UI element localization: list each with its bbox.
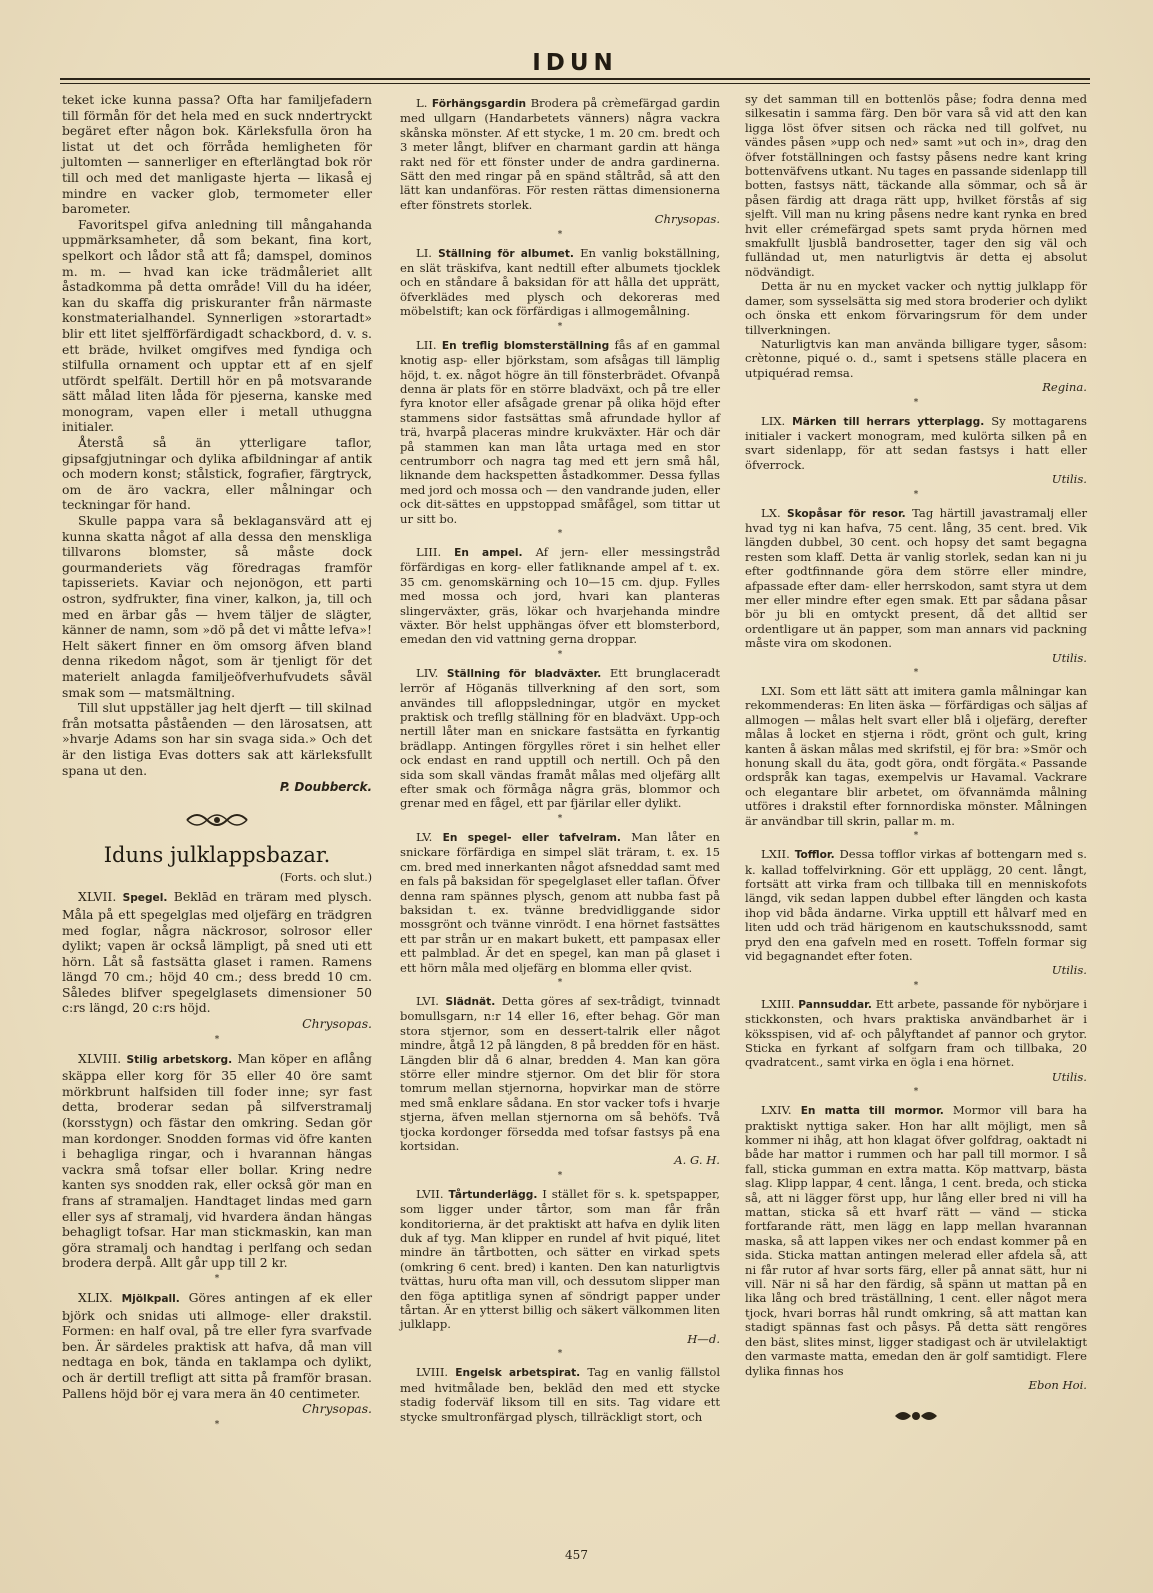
entry-li <box>400 246 720 319</box>
asterisk-icon: * <box>913 668 919 679</box>
entry-heading: Tårtunderlägg. <box>448 1188 538 1201</box>
asterisk-icon: * <box>913 1087 919 1098</box>
entry-heading: Slädnät. <box>445 995 496 1008</box>
entry-text: Ett brunglaceradt lerrör af Höganäs tillverkning af den sort, som användes till afloppsledningar, utgör en mycket praktisk och trefllg ställning för en bladväxt. Upp-och nertill låter man en snickare fastsätta en fyrkantig brädlapp. Antingen förgylles röret i sin helhet eller ock endast en rand upptill och nertill. Och på den sida som skall vändas framåt målas med oljefärg allt efter smak och förmåga några gräs, blommor och grenar med en fågel, ett par fjärilar eller dylikt. <box>400 665 720 811</box>
entry-signature: Utilis. <box>1051 963 1087 978</box>
entry-lii <box>400 338 720 526</box>
entry-lvi <box>400 994 720 1168</box>
paragraph: Favoritspel gifva anledning till mångahanda uppmärksamheter, då som bekant, fina kort, spelkort och lådor stå att få; damspel, dominos m. m. — hvad kan icke trädmåleriet allt åstadkomma på detta område! Vill du ha idéer, kan du skaffa dig priskuranter från närmaste konstmaterialhandel. Synnerligen »storartadt» blir ett litet sjelfförfärdigadt schackbord, d. v. s. ett bräde, hvilket omgifves med fyndiga och stilfulla ornament och upptar ett af en sjelf utfördt spelfält. Dertill hör en på motsvarande sätt målad liten låda för pjeserna, kanske med monogram, vapen eller i metall uthuggna initialer. <box>62 216 372 435</box>
asterisk-icon: * <box>913 831 919 842</box>
entry-text: Som ett lätt sätt att imitera gamla målningar kan rekommenderas: En liten äska — förfärdigas och säljas af allmogen — målas helt svart eller blå i oljefärg, derefter målas å locket en stjerna i rödt, grönt och gult, kring kanten å äskan målas med skrifstil, ej för bra: »Smör och honung skall du äta, godt göra, ondt förgäta.« Passande ordspråk kan tagas, exempelvis ur Havamal. Vackrare och elegantare blir arbetet, om öfvannämda målning utföres i drakstil efter fornnordiska mönster. Målningen är användbar till skrin, pallar m. m. <box>745 684 1087 828</box>
entry-text: Sy mottagarens initialer i vackert monogram, med kulörta silken på en svart sidenlapp, för att sedan fastsys i hatt eller öfverrock. <box>745 413 1088 472</box>
asterisk-icon: * <box>557 229 563 240</box>
entry-number: XLVII. <box>78 889 117 905</box>
header-rule <box>60 78 1090 80</box>
entry-heading: En spegel- eller tafvelram. <box>442 831 621 844</box>
entry-number: LV. <box>416 829 433 844</box>
entry-signature: Chrysopas. <box>302 1401 372 1417</box>
entry-signature: Regina. <box>1042 380 1087 395</box>
entry-lviii <box>400 1365 720 1424</box>
entry-heading: En matta till mormor. <box>800 1105 944 1118</box>
asterisk-icon: * <box>557 813 563 824</box>
asterisk-icon: * <box>557 1170 563 1181</box>
paragraph: Återstå så än ytterligare taflor, gipsafgjutningar och dylika afbildningar af antik och modern konst; stålstick, fografier, färgtryck, om de äro vackra, eller målningar och teckningar för hand. <box>62 435 372 513</box>
asterisk-icon: * <box>214 1273 220 1284</box>
entry-lv <box>400 830 720 975</box>
entry-text: Göres antingen af ek eller björk och snidas uti allmoge- eller drakstil. Formen: en half oval, på tre eller fyra svarfvade ben. Är särdeles praktisk att hafva, då man vill nedtaga en bok, tända en taklampa och dylikt, och är dertill trefligt att sitta på framför brasan. Pallens höjd bör ej vara mera än 40 centimeter. <box>62 1289 372 1401</box>
paragraph: Naturligtvis kan man använda billigare tyger, såsom: crètonne, piqué o. d., samt i spetsens ställe placera en utpiquérad remsa. <box>745 336 1087 380</box>
entry-text: Man köper en aflång skäppa eller korg för 35 eller 40 öre samt mörkbrunt halfsiden till foder inne; syr fast detta, broderar sedan på silfverstramalj (korsstygn) och fästar den omkring. Sedan gör man kordonger. Snodden formas vid öfre kanten i behagliga ringar, och i hvarannan hängas vackra små tofsar eller bollar. Kring nedre kanten sys snodden rak, eller också gör man en frans af stramaljen. Handtaget lindas med garn eller sys af stramalj, vid hvardera ändan hängas behagligt tofsar. Har man stickmaskin, kan man göra stramalj och handtag i perlfang och sedan brodera derpå. Allt går upp till 2 kr. <box>62 1050 372 1271</box>
entry-l <box>400 96 720 227</box>
column-1 <box>62 92 372 1436</box>
entry-text: Beklād en träram med plysch. Måla på ett spegelglas med oljefärg en trädgren med foglar, några näckrosor, solrosor eller dylikt; vapen är också lämpligt, på sned uti ett hörn. Låt så fastsätta glaset i ramen. Ramens längd 70 cm.; höjd 40 cm.; dess bredd 10 cm. Således blifver spegelglasets dimensioner 50 c:rs längd, 20 c:rs höjd. <box>62 889 372 1016</box>
entry-text: Brodera på crèmefärgad gardin med ullgarn (Handarbetets vänners) några vackra skånska mönster. Af ett stycke, 1 m. 20 cm. bredt och 3 meter långt, blifver en charmant gardin att hänga rakt ned för ett fönster under de andra gardinerna. Sätt den med ringar på en spänd ståltråd, så att den lätt kan undanföras. För resten rättas dimensionerna efter fönstrets storlek. <box>400 96 721 212</box>
entry-text: Man låter en snickare förfärdiga en simpel slät träram, t. ex. 15 cm. bred med innerkanten något afsneddad samt med en fals på baksidan för spegelglaset eller taflan. Öfver denna ram spännes plysch, genom att nubba fast på baksidan t. ex. tvänne bredvidliggande sidor mossgrönt och tvänne vinrödt. I ena hörnet fastsättes ett par strån ur en makart bukett, ett pampasax eller ett palmblad. Är det en spegel, kan man på glaset i ett hörn måla med oljefärg en blomma eller qvist. <box>400 829 721 975</box>
entry-signature: Utilis. <box>1051 472 1087 487</box>
entry-text: I stället för s. k. spetspapper, som ligger under tårtor, som man får från konditorierna, är det praktiskt att hafva en dylik liten duk af tyg. Man klipper en rundel af hvit piqué, litet mindre än tårtbotten, och sätter en virkad spets (omkring 6 cent. bred) i kanten. Den kan naturligtvis tvättas, huru ofta man vill, och dessutom slipper man den föga aptitliga synen af söndrigt papper under tårtan. Är en ytterst billig och säkert välkommen liten julklapp. <box>400 1186 720 1332</box>
entry-heading: Ställning för bladväxter. <box>446 667 602 680</box>
entry-signature: Ebon Hoi. <box>1028 1377 1087 1392</box>
entry-heading: Spegel. <box>122 892 168 905</box>
entry-number: LX. <box>761 505 781 520</box>
entry-signature: Utilis. <box>1051 1069 1087 1084</box>
author-signature: P. Doubberck. <box>279 780 372 795</box>
entry-heading: En ampel. <box>454 546 523 559</box>
entry-number: LI. <box>416 245 432 260</box>
entry-heading: Förhängsgardin <box>431 98 527 110</box>
continuation-note: (Forts. och slut.) <box>279 870 372 884</box>
page-number: 457 <box>565 1548 588 1562</box>
entry-number: LXI. <box>761 684 786 699</box>
entry-text: Dessa tofflor virkas af bottengarn med s. k. kallad toffelvirkning. Gör ett upplägg, 20 cent. långt, fortsätt att virka fram och tillbaka till en menniskofots längd, vik sedan lappen dubbel efter längden och kasta ihop vid båda ändarne. Virka upptill ett hålvarf med en liten udd och träd härigenom en kautschukssnodd, samt pryd den ena gafveln med en rosett. Toffeln formar sig vid begagnandet efter foten. <box>745 847 1087 963</box>
entry-number: LXII. <box>761 847 790 862</box>
entry-number: LVIII. <box>416 1365 449 1380</box>
entry-number: LXIII. <box>761 996 795 1011</box>
entry-lix <box>745 414 1087 487</box>
entry-lxiv <box>745 1103 1087 1392</box>
entry-number: XLIX. <box>78 1289 113 1305</box>
asterisk-icon: * <box>557 321 563 332</box>
entry-lxiii <box>745 997 1087 1084</box>
asterisk-icon: * <box>214 1419 220 1430</box>
magazine-title: IDUN <box>532 50 618 76</box>
column-2 <box>400 92 720 1424</box>
entry-signature: Utilis. <box>1051 650 1087 665</box>
entry-lvii <box>400 1187 720 1346</box>
section-title: Iduns julklappsbazar. <box>103 842 331 867</box>
entry-heading: Engelsk arbetspirat. <box>455 1367 581 1380</box>
entry-text: Ett arbete, passande för nybörjare i stickkonsten, och hvars praktiska användbarhet är i köksspisen, vid af- och pålyftandet af pannor och grytor. Sticka en fyrkant af solfgarn fram och tillbaka, 20 qvadratcent., samt virka en ögla i ena hörnet. <box>745 996 1088 1070</box>
entry-signature: Chrysopas. <box>654 212 720 227</box>
entry-heading: En treflig blomsterställning <box>441 339 610 352</box>
entry-text: En vanlig bokställning, en slät träskifva, kant nedtill efter albumets tjocklek och en ståndare å baksidan för att hålla det upprätt, öfverklädes med plysch och dekoreras med möbelstift; kan ock förfärdigas i allmogemålning. <box>400 245 721 319</box>
entry-number: L. <box>416 96 428 110</box>
asterisk-icon: * <box>913 489 919 500</box>
ornament-divider-icon <box>62 810 372 832</box>
entry-lxii <box>745 847 1087 978</box>
entry-signature: Chrysopas. <box>302 1016 372 1032</box>
entry-text: Detta göres af sex-trådigt, tvinnadt bomullsgarn, n:r 14 eller 16, efter behag. Gör man stora stjernor, som en dessert-talrik eller något mindre, åtgå 12 på längden, 8 på bredden för en häst. Längden blir då 6 alnar, bredden 4. Man kan göra större eller mindre stjernor. Om det blir för stora tomrum mellan stjernorna, hopvirkar man de större med små enklare sådana. En stor vacker tofs i hvarje stjerna, äfven mellan stjernorna om så behöfs. Två tjocka kordonger försedda med tofsar fastsys på ena kortsidan. <box>400 993 720 1153</box>
entry-number: XLVIII. <box>78 1050 122 1066</box>
entry-number: LXIV. <box>761 1103 792 1118</box>
entry-heading: Pannsuddar. <box>798 998 872 1011</box>
asterisk-icon: * <box>214 1034 220 1045</box>
entry-number: LIX. <box>761 413 786 428</box>
entry-text: Af jern- eller messingstråd förfärdigas en korg- eller fatliknande ampel af t. ex. 35 cm. genomskärning och 10—15 cm. djup. Fylles med mossa och jord, hvari kan planteras slingerväxter, gräs, lökar och hvarjehanda mindre växter. Bör helst upphängas öfver ett blomsterbord, emedan den vid vattning gerna droppar. <box>400 544 721 647</box>
header-rule-thin <box>60 83 1090 84</box>
paragraph: teket icke kunna passa? Ofta har familjefadern till förmån för det hela med en suck nndertryckt begäret efter någon bok. Kärleksfulla öron ha listat ut det och förråda hemligheten för jultomten — sannerliger en efterlängtad bok rör till och med det manligaste hjerta — likaså ej mindre en vacker glob, termometer eller barometer. <box>62 92 372 217</box>
asterisk-icon: * <box>557 528 563 539</box>
entry-signature: A. G. H. <box>674 1153 720 1168</box>
entry-number: LIV. <box>416 665 439 680</box>
entry-heading: Mjölkpall. <box>121 1292 180 1305</box>
entry-heading: Stilig arbetskorg. <box>126 1053 233 1066</box>
entry-lx <box>745 506 1087 665</box>
paragraph: Till slut uppställer jag helt djerft — till skilnad från motsatta påståenden — den lärosatsen, att »hvarje Adams son har sin svaga sida.» Och det är den listiga Evas dotters sak att kärleksfullt spana ut den. <box>62 700 372 778</box>
asterisk-icon: * <box>913 980 919 991</box>
entry-text: Mormor vill bara ha praktiskt nyttiga saker. Hon har allt möjligt, men så kommer ni ihåg, att hon klagat öfver golfdrag, oaktadt ni både har mattor i rummen och har pall till mormor. I så fall, sticka gumman en extra matta. Köp mattvarp, bästa slag. Klipp lappar, 4 cent. långa, 1 cent. breda, och sticka så, att ni lägger först upp, hur lång eller bred ni vill ha mattan, sticka så ett hvarf rätt — vänd — sticka fortfarande rätt, men lägg en lapp mellan hvarannan maska, så att lappen vikes ner och endast kommer på en sida. Sticka mattan antingen melerad eller afdela så, att ni får rutor af hvar sorts färg, eller på annat sätt, hur ni vill. När ni så har den färdig, så spänn ut mattan på en lika lång och bred träställning, 1 cent. eller något mera tjock, hvari borras hål rundt omkring, så att mattan kan stadigt spännas fast och påsys. På detta sätt rengöres den bäst, slites minst, ligger stadigast och är utvilelaktigt den varmaste matta, emedan den är golf samtidigt. Flere dylika finnas hos <box>745 1103 1087 1378</box>
entry-signature: H—d. <box>687 1331 720 1346</box>
entry-text: fås af en gammal knotig asp- eller björkstam, som afsågas till lämplig höjd, t. ex. något högre än till fönsterbrädet. Ofvanpå denna är plats för en större bladväxt, och på tre eller fyra knotor eller afsågade grenar på olika höjd efter stammens sidor fastsättas små afrundade hyllor af trä, hvarpå placeras mindre krukväxter. Här och där på stammen kan man låta urtaga med en stor centrumborr och nagra tag med ett jern små hål, liknande dem hackspetten åstadkommer. Dessa fyllas med jord och mossa och — den vandrande juden, eller ock dit-sättes en uppstoppad småfågel, som tittar ut ur sitt bo. <box>400 337 721 526</box>
entry-heading: Tofflor. <box>794 849 835 862</box>
entry-lxi <box>745 684 1087 828</box>
entry-xlviii <box>62 1051 372 1271</box>
asterisk-icon: * <box>557 977 563 988</box>
entry-liii <box>400 545 720 647</box>
entry-text: Tag härtill javastramalj eller hvad tyg ni kan hafva, 75 cent. lång, 35 cent. bred. Vik längden dubbel, 30 cent. och hopsy det samt begagna resten som klaff. Detta är vanlig storlek, sedan kan ni ju efter godtfinnande göra dem större eller mindre, afpassade efter dam- eller herrskodon, samt styra ut dem mer eller mindre efter egen smak. Ett par sådana påsar bör ju bli en omtyckt present, då det alltid ser ordentligare ut än papper, som man annars vid packning måste vira om skodonen. <box>745 505 1087 651</box>
entry-number: LVII. <box>416 1186 444 1201</box>
asterisk-icon: * <box>557 1349 563 1360</box>
masthead <box>60 46 1090 86</box>
paragraph: Skulle pappa vara så beklagansvärd att ej kunna skatta något af alla dessa den menskliga tillvarons blomster, så måste dock gourmanderiets väg föredragas framför tapisseriets. Kaviar och nejonögon, ett parti ostron, sydfrukter, fina viner, kalkon, ja, till och med en ärbar gås — hvem täljer de slägter, känner de namn, som »dö på det vi måtte lefva»! Helt säkert finner en öm omsorg äfven bland denna rikedom något, som är tjenligt för det materielt anlagda familjeöfverhufvudets såväl smak som — matsmältning. <box>62 513 372 700</box>
entry-liv <box>400 666 720 811</box>
entry-text: Tag en vanlig fällstol med hvitmålade ben, beklād den med ett stycke stadig foderväf liksom till en sits. Tag vidare ett stycke smultronfärgad plysch, tillräckligt stort, och <box>400 1365 721 1424</box>
ornament-divider-icon <box>745 1406 1087 1428</box>
paragraph: Detta är nu en mycket vacker och nyttig julklapp för damer, som sysselsätta sig med stora broderier och dylikt och önska ett enkom förvaringsrum för dem under tillverkningen. <box>745 279 1087 337</box>
entry-number: LVI. <box>416 993 439 1008</box>
entry-heading: Märken till herrars ytterplagg. <box>792 415 985 428</box>
entry-heading: Ställning för albumet. <box>438 247 574 260</box>
asterisk-icon: * <box>557 649 563 660</box>
entry-number: LII. <box>416 337 437 352</box>
entry-number: LIII. <box>416 544 442 559</box>
entry-xlix <box>62 1290 372 1417</box>
asterisk-icon: * <box>913 397 919 408</box>
entry-xlvii <box>62 889 372 1031</box>
paragraph: sy det samman till en bottenlös påse; fodra denna med silkesatin i samma färg. Den bör vara så vid att den kan ligga löst öfver sitsen och räcka ned till golfvet, nu vändes påsen »upp och ned» samt »ut och in», drag den öfver fotställningen och fastsy påsens nedre kant kring bottenväfvens utkant. Nu tages en passande sidenlapp till botten, fastsys nätt, täckande alla sömmar, och så är påsen färdig att draga rätt upp, hvilket förstås af sig sjelft. Vill man nu kring påsens nedre kant rynka en bred hvit eller crémefärgad spets samt pryda hörnen med smakfullt ljusblå bandrosetter, tager den sig väl och fulländad ut, men naturligtvis är detta ej absolut nödvändigt. <box>745 92 1087 279</box>
entry-heading: Skopåsar för resor. <box>787 507 906 520</box>
column-3 <box>745 92 1087 1438</box>
